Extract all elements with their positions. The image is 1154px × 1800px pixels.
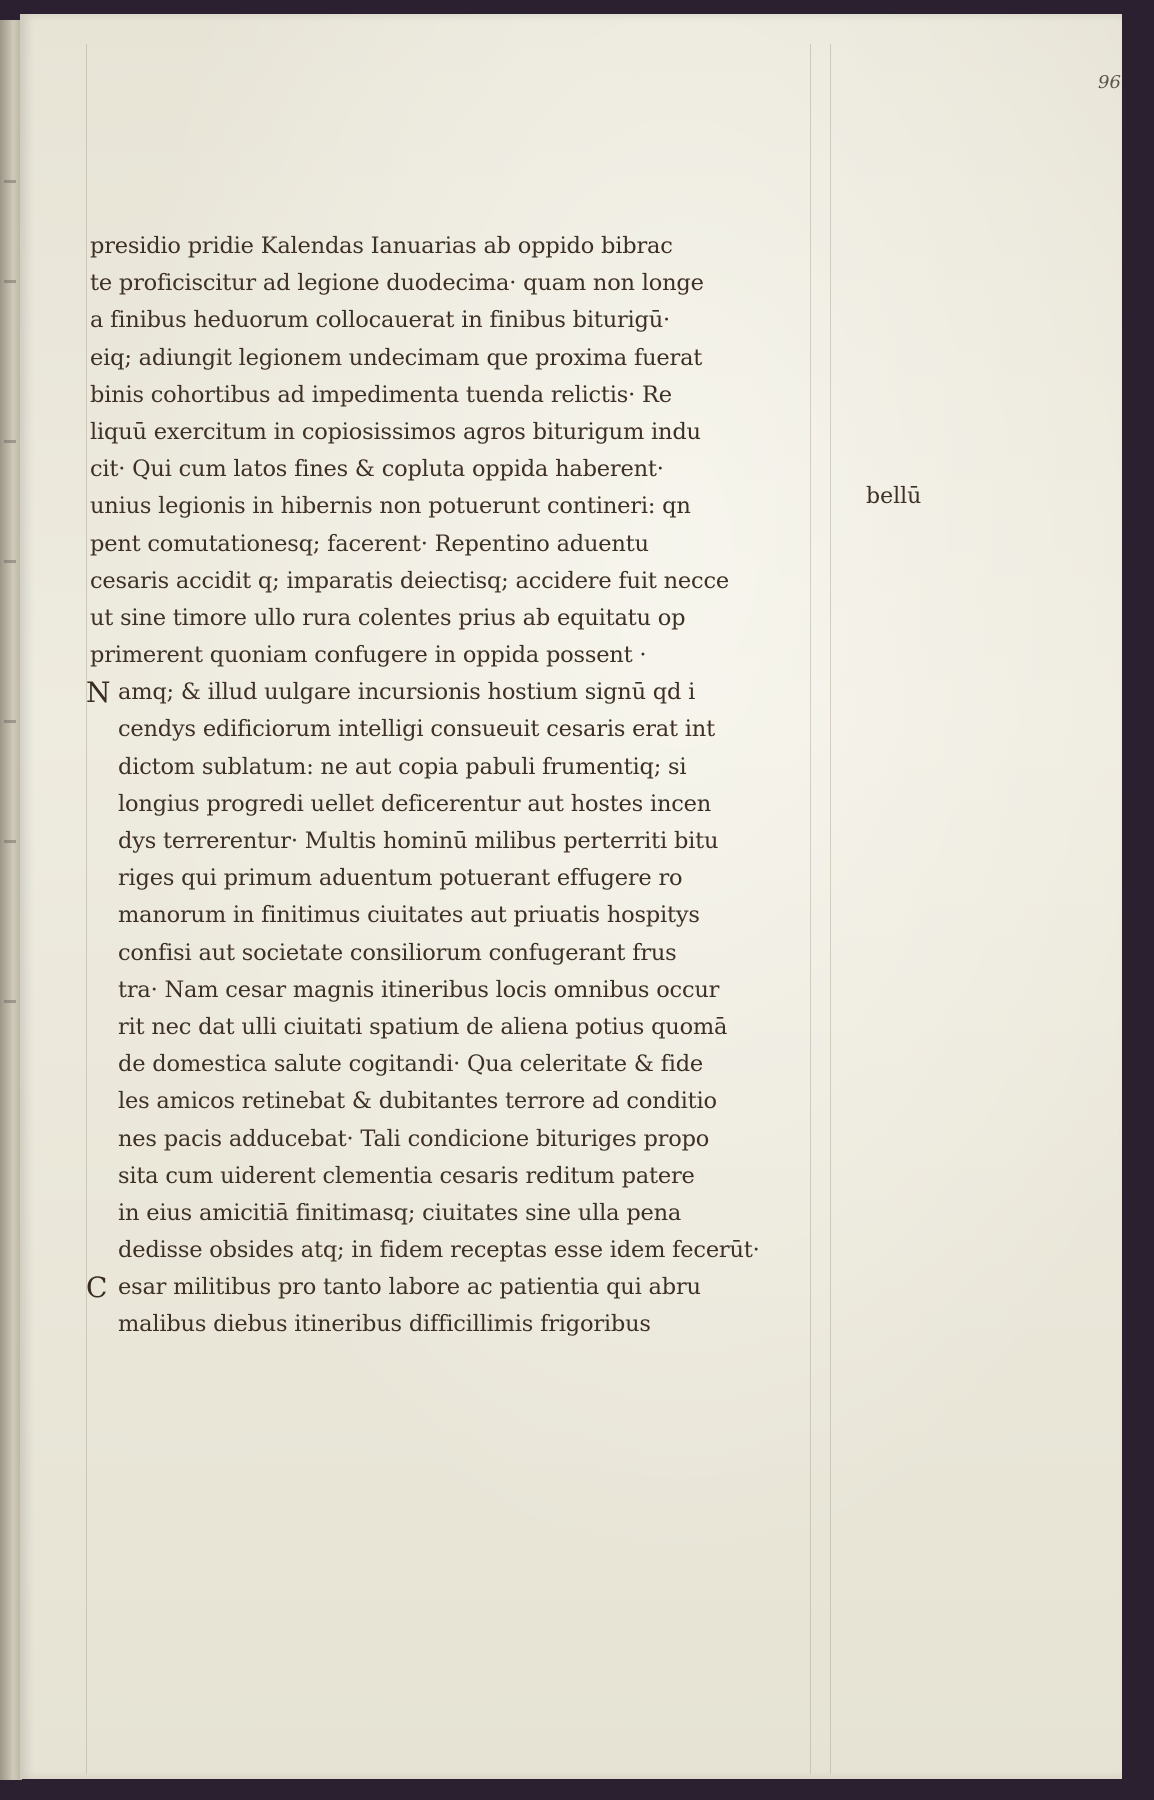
text-line: pent comutationesq; facerent· Repentino aduentu <box>90 530 649 557</box>
text-line: cit· Qui cum latos fines & copluta oppida haberent· <box>90 456 664 483</box>
text-line: rit nec dat ulli ciuitati spatium de aliena potius quomā <box>118 1013 728 1040</box>
text-line: a finibus heduorum collocauerat in finibus biturigū· <box>90 307 670 334</box>
text-line: dedisse obsides atq; in fidem receptas esse idem fecerūt· <box>118 1237 760 1264</box>
text-line: in eius amicitiā finitimasq; ciuitates sine ulla pena <box>118 1199 682 1226</box>
text-line: riges qui primum aduentum potuerant effugere ro <box>118 865 683 892</box>
text-line: cesaris accidit q; imparatis deiectisq; accidere fuit necce <box>90 567 729 594</box>
adjacent-page-edge <box>0 20 22 1780</box>
text-line: N amq; & illud uulgare incursionis hostium signū qd i <box>90 674 840 711</box>
text-line: confisi aut societate consiliorum confugerant frus <box>118 939 677 966</box>
initial-letter: C <box>86 1271 108 1305</box>
text-line: liquū exercitum in copiosissimos agros biturigum indu <box>90 418 701 445</box>
text-line: manorum in finitimus ciuitates aut priuatis hospitys <box>118 902 700 929</box>
text-line: primerent quoniam confugere in oppida possent · <box>90 642 647 669</box>
text-line: te proficiscitur ad legione duodecima· quam non longe <box>90 270 704 297</box>
folio-number: 96 <box>1098 72 1121 93</box>
text-line: les amicos retinebat & dubitantes terrore ad conditio <box>118 1088 717 1115</box>
text-line: tra· Nam cesar magnis itineribus locis omnibus occur <box>118 976 720 1003</box>
initial-letter: N <box>86 676 111 710</box>
text-line: de domestica salute cogitandi· Qua celeritate & fide <box>118 1051 704 1078</box>
manuscript-page <box>20 14 1122 1779</box>
text-block <box>86 228 840 1344</box>
text-line: sita cum uiderent clementia cesaris reditum patere <box>118 1162 695 1189</box>
text-line: ut sine timore ullo rura colentes prius ab equitatu op <box>90 604 686 631</box>
ruling-line <box>86 44 87 1774</box>
text-line: malibus diebus itineribus difficillimis frigoribus <box>118 1311 651 1338</box>
text-line: cendys edificiorum intelligi consueuit cesaris erat int <box>118 716 715 743</box>
text-line: presidio pridie Kalendas Ianuarias ab oppido bibrac <box>90 233 673 259</box>
text-line: eiq; adiungit legionem undecimam que proxima fuerat <box>90 344 703 371</box>
text-line: nes pacis adducebat· Tali condicione bituriges propo <box>118 1125 710 1152</box>
text-line: longius progredi uellet deficerentur aut hostes incen <box>118 790 712 817</box>
text-line: C esar militibus pro tanto labore ac patientia qui abru <box>90 1269 840 1306</box>
text-line: dictom sublatum: ne aut copia pabuli frumentiq; si <box>118 753 687 780</box>
text-line: binis cohortibus ad impedimenta tuenda relictis· Re <box>90 381 672 408</box>
text-line: unius legionis in hibernis non potuerunt contineri: qn <box>90 493 691 520</box>
text-line: dys terrerentur· Multis hominū milibus perterriti bitu <box>118 828 719 854</box>
margin-note: bellū <box>866 484 922 509</box>
